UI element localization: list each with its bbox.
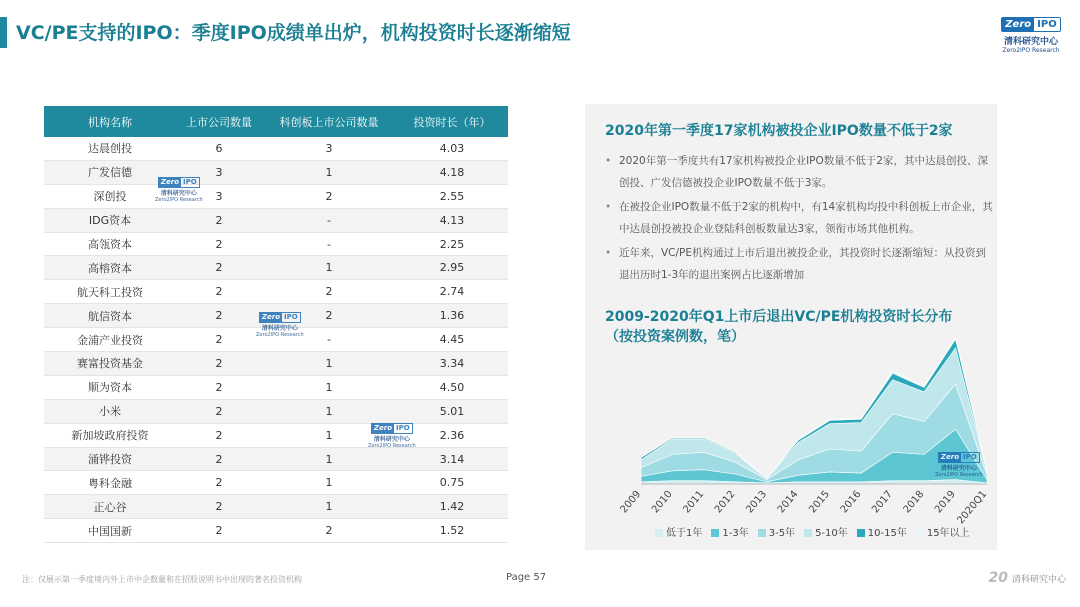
table-cell: 2 bbox=[176, 495, 262, 519]
table-cell: 涌铧投资 bbox=[44, 447, 176, 471]
watermark-logo: Zero IPO 清科研究中心 Zero2IPO Research bbox=[256, 313, 304, 338]
footer-brand: 清科研究中心 bbox=[1011, 575, 1066, 585]
table-cell: 新加坡政府投资 bbox=[44, 423, 176, 447]
table-cell: 1 bbox=[262, 471, 396, 495]
table-row bbox=[44, 423, 508, 447]
title-accent-bar bbox=[0, 17, 7, 48]
table-row bbox=[44, 399, 508, 423]
table-cell: 2 bbox=[176, 352, 262, 376]
legend-item bbox=[711, 524, 748, 539]
table-cell: 3 bbox=[176, 184, 262, 208]
table-row bbox=[44, 137, 508, 160]
table-cell: 1.42 bbox=[396, 495, 508, 519]
table-cell: 2 bbox=[176, 423, 262, 447]
table-cell: 4.45 bbox=[396, 328, 508, 352]
table-cell: 赛富投资基金 bbox=[44, 352, 176, 376]
table-row bbox=[44, 280, 508, 304]
table-row bbox=[44, 160, 508, 184]
page-title: VC/PE支持的IPO：季度IPO成绩单出炉，机构投资时长逐渐缩短 bbox=[16, 22, 571, 44]
table-cell: 2 bbox=[176, 447, 262, 471]
table-cell: 2 bbox=[176, 304, 262, 328]
table-row bbox=[44, 256, 508, 280]
table-cell: 2 bbox=[262, 519, 396, 543]
table-cell: 正心谷 bbox=[44, 495, 176, 519]
x-tick-label: 2009 bbox=[618, 488, 644, 516]
watermark-logo: Zero IPO 清科研究中心 Zero2IPO Research bbox=[155, 178, 203, 203]
table-row bbox=[44, 208, 508, 232]
table-cell: 3.34 bbox=[396, 352, 508, 376]
table-row bbox=[44, 447, 508, 471]
table-row bbox=[44, 519, 508, 543]
stacked-area-chart bbox=[618, 324, 995, 527]
table-cell: 2 bbox=[176, 232, 262, 256]
table-cell: 达晨创投 bbox=[44, 137, 176, 160]
brand-name-cn: 清科研究中心 bbox=[1003, 37, 1058, 47]
table-cell: 4.13 bbox=[396, 208, 508, 232]
table-cell: 2.55 bbox=[396, 184, 508, 208]
brand-logo-left: Zero bbox=[1002, 18, 1034, 31]
legend-label: 15年以上 bbox=[926, 528, 970, 539]
table-row bbox=[44, 375, 508, 399]
table-cell: 4.50 bbox=[396, 375, 508, 399]
table-row bbox=[44, 471, 508, 495]
bullet-item: • 2020年第一季度共有17家机构被投企业IPO数量不低于2家，其中达晨创投、深创投、广发信德被投企业IPO数量不低于3家。 bbox=[605, 150, 993, 194]
table-row bbox=[44, 352, 508, 376]
legend-swatch bbox=[916, 529, 924, 537]
table-cell: 中国国新 bbox=[44, 519, 176, 543]
table-cell: 2 bbox=[262, 280, 396, 304]
table-cell: 0.75 bbox=[396, 471, 508, 495]
table-cell: 1 bbox=[262, 423, 396, 447]
table-cell: 6 bbox=[176, 137, 262, 160]
footer-logo bbox=[989, 570, 1067, 586]
table-cell: 2.74 bbox=[396, 280, 508, 304]
watermark-logo: Zero IPO 清科研究中心 Zero2IPO Research bbox=[935, 453, 983, 478]
table-cell: 小米 bbox=[44, 399, 176, 423]
chart-legend bbox=[655, 524, 970, 539]
x-tick-label: 2018 bbox=[901, 488, 927, 516]
legend-item bbox=[655, 524, 702, 539]
bullet-list bbox=[605, 150, 993, 288]
table-cell: 4.18 bbox=[396, 160, 508, 184]
table-cell: 3.14 bbox=[396, 447, 508, 471]
legend-item bbox=[758, 524, 795, 539]
table-cell: 广发信德 bbox=[44, 160, 176, 184]
bullet-item: • 在被投企业IPO数量不低于2家的机构中，有14家机构均投中科创板上市企业，其中达晨创投被投企业登陆科创板数量达3家，领衔市场其他机构。 bbox=[605, 196, 993, 240]
table-cell: 3 bbox=[262, 137, 396, 160]
brand-name-en: Zero2IPO Research bbox=[1002, 47, 1060, 54]
brand-logo bbox=[1000, 12, 1062, 54]
footer-mark: 20 bbox=[988, 570, 1008, 586]
x-tick-label: 2012 bbox=[712, 488, 738, 516]
page-number: Page 57 bbox=[506, 572, 547, 583]
table-cell: 2 bbox=[176, 399, 262, 423]
table-cell: 2.36 bbox=[396, 423, 508, 447]
table-cell: 高瓴资本 bbox=[44, 232, 176, 256]
table-header-row bbox=[44, 106, 508, 137]
x-tick-label: 2015 bbox=[807, 488, 833, 516]
chart-title-line2: （按投资案例数，笔） bbox=[605, 329, 745, 345]
table-cell: 2.95 bbox=[396, 256, 508, 280]
table-cell: 顺为资本 bbox=[44, 375, 176, 399]
brand-logo-box bbox=[1001, 17, 1060, 32]
table-cell: 2.25 bbox=[396, 232, 508, 256]
bullet-item: • 近年来，VC/PE机构通过上市后退出被投企业，其投资时长逐渐缩短：从投资到退出历时1-3年的退出案例占比逐渐增加 bbox=[605, 242, 993, 286]
x-tick-label: 2020Q1 bbox=[955, 488, 990, 527]
table-cell: 1 bbox=[262, 352, 396, 376]
table-row bbox=[44, 232, 508, 256]
summary-panel bbox=[585, 104, 997, 550]
table-cell: 2 bbox=[176, 471, 262, 495]
table-cell: 1 bbox=[262, 399, 396, 423]
table-row bbox=[44, 495, 508, 519]
table-cell: 1 bbox=[262, 256, 396, 280]
table-header-cell: 上市公司数量 bbox=[176, 106, 262, 137]
legend-item bbox=[916, 524, 970, 539]
table-cell: - bbox=[262, 328, 396, 352]
table-cell: 1 bbox=[262, 160, 396, 184]
table-cell: 2 bbox=[176, 328, 262, 352]
table-cell: IDG资本 bbox=[44, 208, 176, 232]
table-header-cell: 投资时长（年） bbox=[396, 106, 508, 137]
watermark-logo: Zero IPO 清科研究中心 Zero2IPO Research bbox=[368, 424, 416, 449]
legend-swatch bbox=[655, 529, 663, 537]
x-tick-label: 2016 bbox=[838, 488, 864, 516]
table-cell: 1 bbox=[262, 375, 396, 399]
table-cell: 1 bbox=[262, 495, 396, 519]
chart-title-line1: 2009-2020年Q1上市后退出VC/PE机构投资时长分布 bbox=[605, 309, 953, 325]
table-cell: 2 bbox=[176, 375, 262, 399]
table-cell: 航信资本 bbox=[44, 304, 176, 328]
legend-label: 5-10年 bbox=[815, 528, 848, 539]
table-cell: 3 bbox=[176, 160, 262, 184]
x-tick-label: 2019 bbox=[933, 488, 958, 516]
legend-label: 低于1年 bbox=[666, 528, 703, 539]
legend-swatch bbox=[711, 529, 719, 537]
table-cell: 1 bbox=[262, 447, 396, 471]
table-cell: 2 bbox=[262, 304, 396, 328]
legend-item bbox=[804, 524, 848, 539]
table-cell: 1.36 bbox=[396, 304, 508, 328]
table-cell: - bbox=[262, 232, 396, 256]
table-cell: 1.52 bbox=[396, 519, 508, 543]
footnote: 注：仅展示第一季度境内外上市中企数量和在招股说明书中出现的著名投资机构 bbox=[22, 575, 302, 584]
legend-swatch bbox=[804, 529, 812, 537]
x-tick-label: 2013 bbox=[744, 488, 770, 516]
legend-swatch bbox=[758, 529, 766, 537]
table-cell: 5.01 bbox=[396, 399, 508, 423]
legend-label: 10-15年 bbox=[867, 528, 907, 539]
legend-swatch bbox=[857, 529, 865, 537]
table-cell: 2 bbox=[262, 184, 396, 208]
table-cell: 粤科金融 bbox=[44, 471, 176, 495]
table-cell: 4.03 bbox=[396, 137, 508, 160]
table-header-cell: 科创板上市公司数量 bbox=[262, 106, 396, 137]
table-header-cell: 机构名称 bbox=[44, 106, 176, 137]
brand-logo-right: IPO bbox=[1037, 19, 1057, 30]
x-tick-label: 2017 bbox=[870, 488, 895, 516]
legend-item bbox=[857, 524, 907, 539]
table-cell: 高榕资本 bbox=[44, 256, 176, 280]
table-cell: 2 bbox=[176, 280, 262, 304]
table-cell: 深创投 bbox=[44, 184, 176, 208]
table-cell: 金浦产业投资 bbox=[44, 328, 176, 352]
legend-label: 3-5年 bbox=[768, 528, 796, 539]
table-cell: 2 bbox=[176, 519, 262, 543]
table-body bbox=[44, 137, 508, 543]
x-tick-label: 2010 bbox=[649, 488, 675, 516]
table-row bbox=[44, 184, 508, 208]
legend-label: 1-3年 bbox=[722, 528, 749, 539]
x-tick-label: 2014 bbox=[775, 488, 801, 516]
table-cell: 2 bbox=[176, 208, 262, 232]
panel-title: 2020年第一季度17家机构被投企业IPO数量不低于2家 bbox=[605, 123, 953, 139]
table-cell: 2 bbox=[176, 256, 262, 280]
table-cell: 航天科工投资 bbox=[44, 280, 176, 304]
table-cell: - bbox=[262, 208, 396, 232]
x-tick-label: 2011 bbox=[681, 488, 707, 516]
